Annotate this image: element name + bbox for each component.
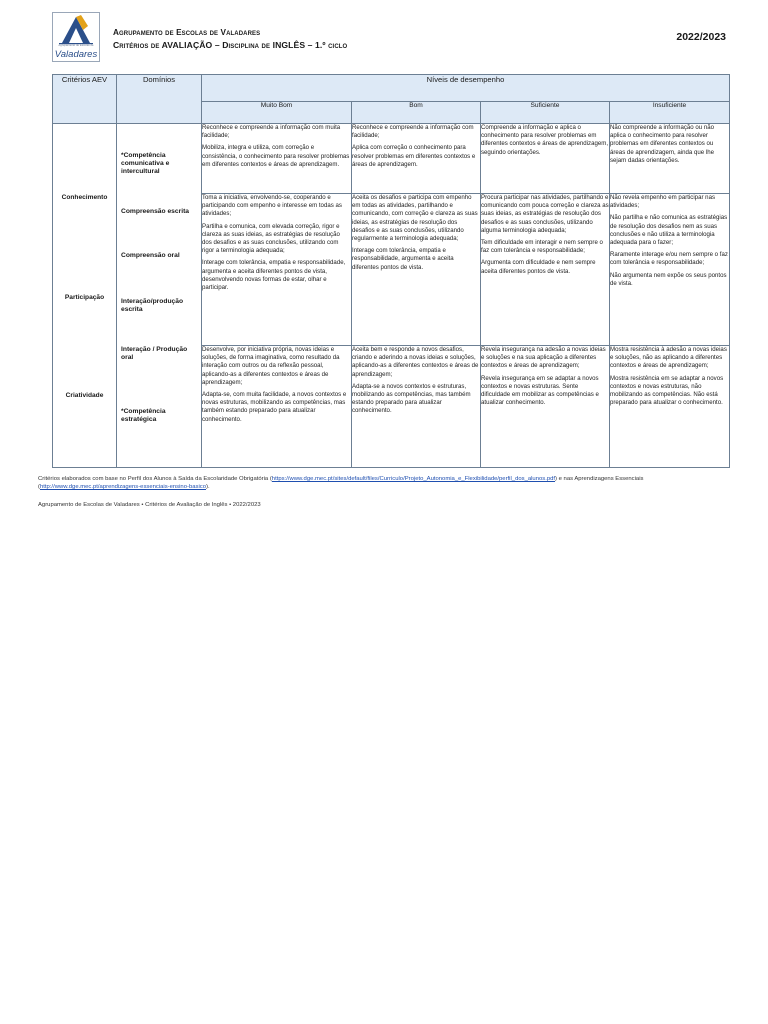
perfil-alunos-link[interactable]: https://www.dge.mec.pt/sites/default/files/Curriculo/Projeto_Autonomia_e_Flexibilidade/perfil_dos_alunos.pdf [271,476,556,482]
cell-suficiente [481,194,610,346]
header-performance-levels: Níveis de desempenho [202,75,730,102]
descriptor: Aplica com correção o conhecimento para resolver problemas em diferentes contextos e áreas de aprendizagem. [352,144,476,168]
aprendizagens-link[interactable]: http://www.dge.mec.pt/aprendizagens-essenciais-ensino-basico [39,484,206,490]
descriptor: Não compreende a informação ou não aplica o conhecimento para resolver problemas em diferentes contextos ou áreas de aprendizagem, ainda que lhe sejam dadas orientações. [610,124,715,164]
cell-muito-bom [202,124,352,194]
domain-oral-comprehension: Compreensão oral [121,252,180,259]
domain-written-comprehension: Compreensão escrita [121,208,190,215]
organization-name: Agrupamento de Escolas de Valadares [113,28,261,37]
descriptor: Argumenta com dificuldade e nem sempre aceita diferentes pontos de vista. [481,259,596,275]
descriptor: Procura participar nas atividades, partilhando e comunicando com pouca correção e clareza as suas ideias, as estratégias de resolução dos desafios e as suas conclusões, utilizando alguma terminologia adequada; [481,194,609,234]
cell-insuficiente [610,346,730,468]
descriptor: Reconhece e compreende a informação com facilidade; [352,124,474,140]
descriptor: Interage com tolerância, empatia e responsabilidade, argumenta e aceita diferentes pontos de vista, desenvolvendo novas formas de estar, olhar e participar. [202,259,346,292]
cell-bom [352,346,481,468]
descriptor: Adapta-se a novos contextos e estruturas, mobilizando as competências, mas também estando preparado para atualizar conhecimento. [352,382,471,415]
footnote-text: ) e nas Aprendizagens Essenciais ( [38,476,644,490]
criteria-column [53,124,117,468]
descriptor: Revela insegurança na adesão a novas ideias e soluções e na sua aplicação a diferentes contextos e áreas de aprendizagem; [481,346,606,370]
criterion-participacao: Participação [64,294,105,301]
level-suficiente: Suficiente [481,102,610,124]
cell-insuficiente [610,194,730,346]
descriptor: Tem dificuldade em interagir e nem sempre o faz com tolerância e responsabilidade; [481,239,603,255]
domains-column [117,124,202,468]
descriptor: Mostra resistência em se adaptar a novos contextos e novas estruturas, não mobilizando as competências. Não está preparado para atualizar o conhecimento. [610,374,724,407]
cell-bom [352,124,481,194]
descriptor: Interage com tolerância, empatia e responsabilidade, argumenta e aceita diferentes pontos de vista. [352,247,454,271]
descriptor: Adapta-se, com muita facilidade, a novos contextos e novas estruturas, mobilizando as competências, mas também estando preparado para atualizar conhecimento. [202,391,347,423]
criteria-table [52,74,730,468]
level-muito-bom: Muito Bom [202,102,352,124]
domain-written-interaction: Interação/produção escrita [121,298,184,314]
descriptor: Toma a iniciativa, envolvendo-se, cooperando e participando com empenho e interesse em todas as atividades; [202,194,342,218]
criterion-conhecimento: Conhecimento [61,194,108,201]
logo-small-text: Agrupamento de Escolas de [58,43,94,47]
domain-strategic: *Competência estratégica [121,408,166,424]
school-year: 2022/2023 [676,31,726,43]
page-footer: Agrupamento de Escolas de Valadares • Critérios de Avaliação de Inglês • 2022/2023 [38,502,261,508]
descriptor: Mobiliza, integra e utiliza, com correção e consistência, o conhecimento para resolver problemas em diferentes contextos e áreas de aprendizagem. [202,144,350,168]
criterion-criatividade: Criatividade [65,392,104,399]
descriptor: Não partilha e não comunica as estratégias de resolução dos desafios nem as suas conclusões e não utiliza a terminologia adequada para o fazer; [610,214,728,247]
descriptor: Mostra resistência à adesão a novas ideias e soluções, não as aplicando a diferentes contextos e áreas de aprendizagem; [610,346,727,370]
cell-bom [352,194,481,346]
cell-insuficiente [610,124,730,194]
domain-oral-interaction: Interação / Produção oral [121,346,188,362]
table-row [53,124,730,194]
footnote-text: ). [205,484,210,490]
footnote-text: Critérios elaborados com base no Perfil dos Alunos à Saída da Escolaridade Obrigatória ( [38,476,272,482]
cell-muito-bom [202,194,352,346]
header-domains: Domínios [117,75,202,124]
logo-caption: Valadares [54,49,98,60]
cell-suficiente [481,346,610,468]
header-criteria: Critérios AEV [53,75,117,124]
descriptor: Desenvolve, por iniciativa própria, novas ideias e soluções, de forma imaginativa, como resultado da interação com outros ou da reflexão pessoal, aplicando-as a diferentes contextos e áreas de aprendizagem; [202,346,340,386]
descriptor: Compreende a informação e aplica o conhecimento para resolver problemas em diferentes contextos e áreas de aprendizagem, seguindo orientações. [481,124,609,156]
descriptor: Aceita bem e responde a novos desafios, criando e aderindo a novas ideias e soluções, aplicando-as a diferentes contextos e áreas de aprendizagem; [352,346,479,378]
document-subtitle: Critérios de AVALIAÇÃO – Disciplina de INGLÊS – 1.º ciclo [113,40,348,50]
document-header [52,12,732,62]
descriptor: Não revela empenho em participar nas atividades; [610,194,716,210]
level-bom: Bom [352,102,481,124]
domain-communicative: *Competência comunicativa e intercultural [121,152,170,176]
descriptor: Revela insegurança em se adaptar a novos contextos e novas estruturas. Sente dificuldade em mobilizar as competências e atualizar conhecimento. [481,374,599,407]
descriptor: Não argumenta nem expõe os seus pontos de vista. [610,271,727,287]
cell-suficiente [481,124,610,194]
descriptor: Partilha e comunica, com elevada correção, rigor e clareza as suas ideias, as estratégias de resolução dos desafios e as suas conclusões, utilizando com rigor a terminologia adequada; [202,222,340,255]
cell-muito-bom [202,346,352,468]
level-insuficiente: Insuficiente [610,102,730,124]
descriptor: Aceita os desafios e participa com empenho em todas as atividades, partilhando e comunicando, com correção e clareza as suas ideias, as estratégias de resolução dos desafios e as suas conclusões, utilizando regularmente a terminologia adequada; [352,194,478,243]
descriptor: Raramente interage e/ou nem sempre o faz com tolerância e responsabilidade; [610,251,728,267]
logo-emblem-icon [53,13,99,47]
footnote [38,475,738,491]
school-logo [52,12,100,62]
descriptor: Reconhece e compreende a informação com muita facilidade; [202,124,341,140]
